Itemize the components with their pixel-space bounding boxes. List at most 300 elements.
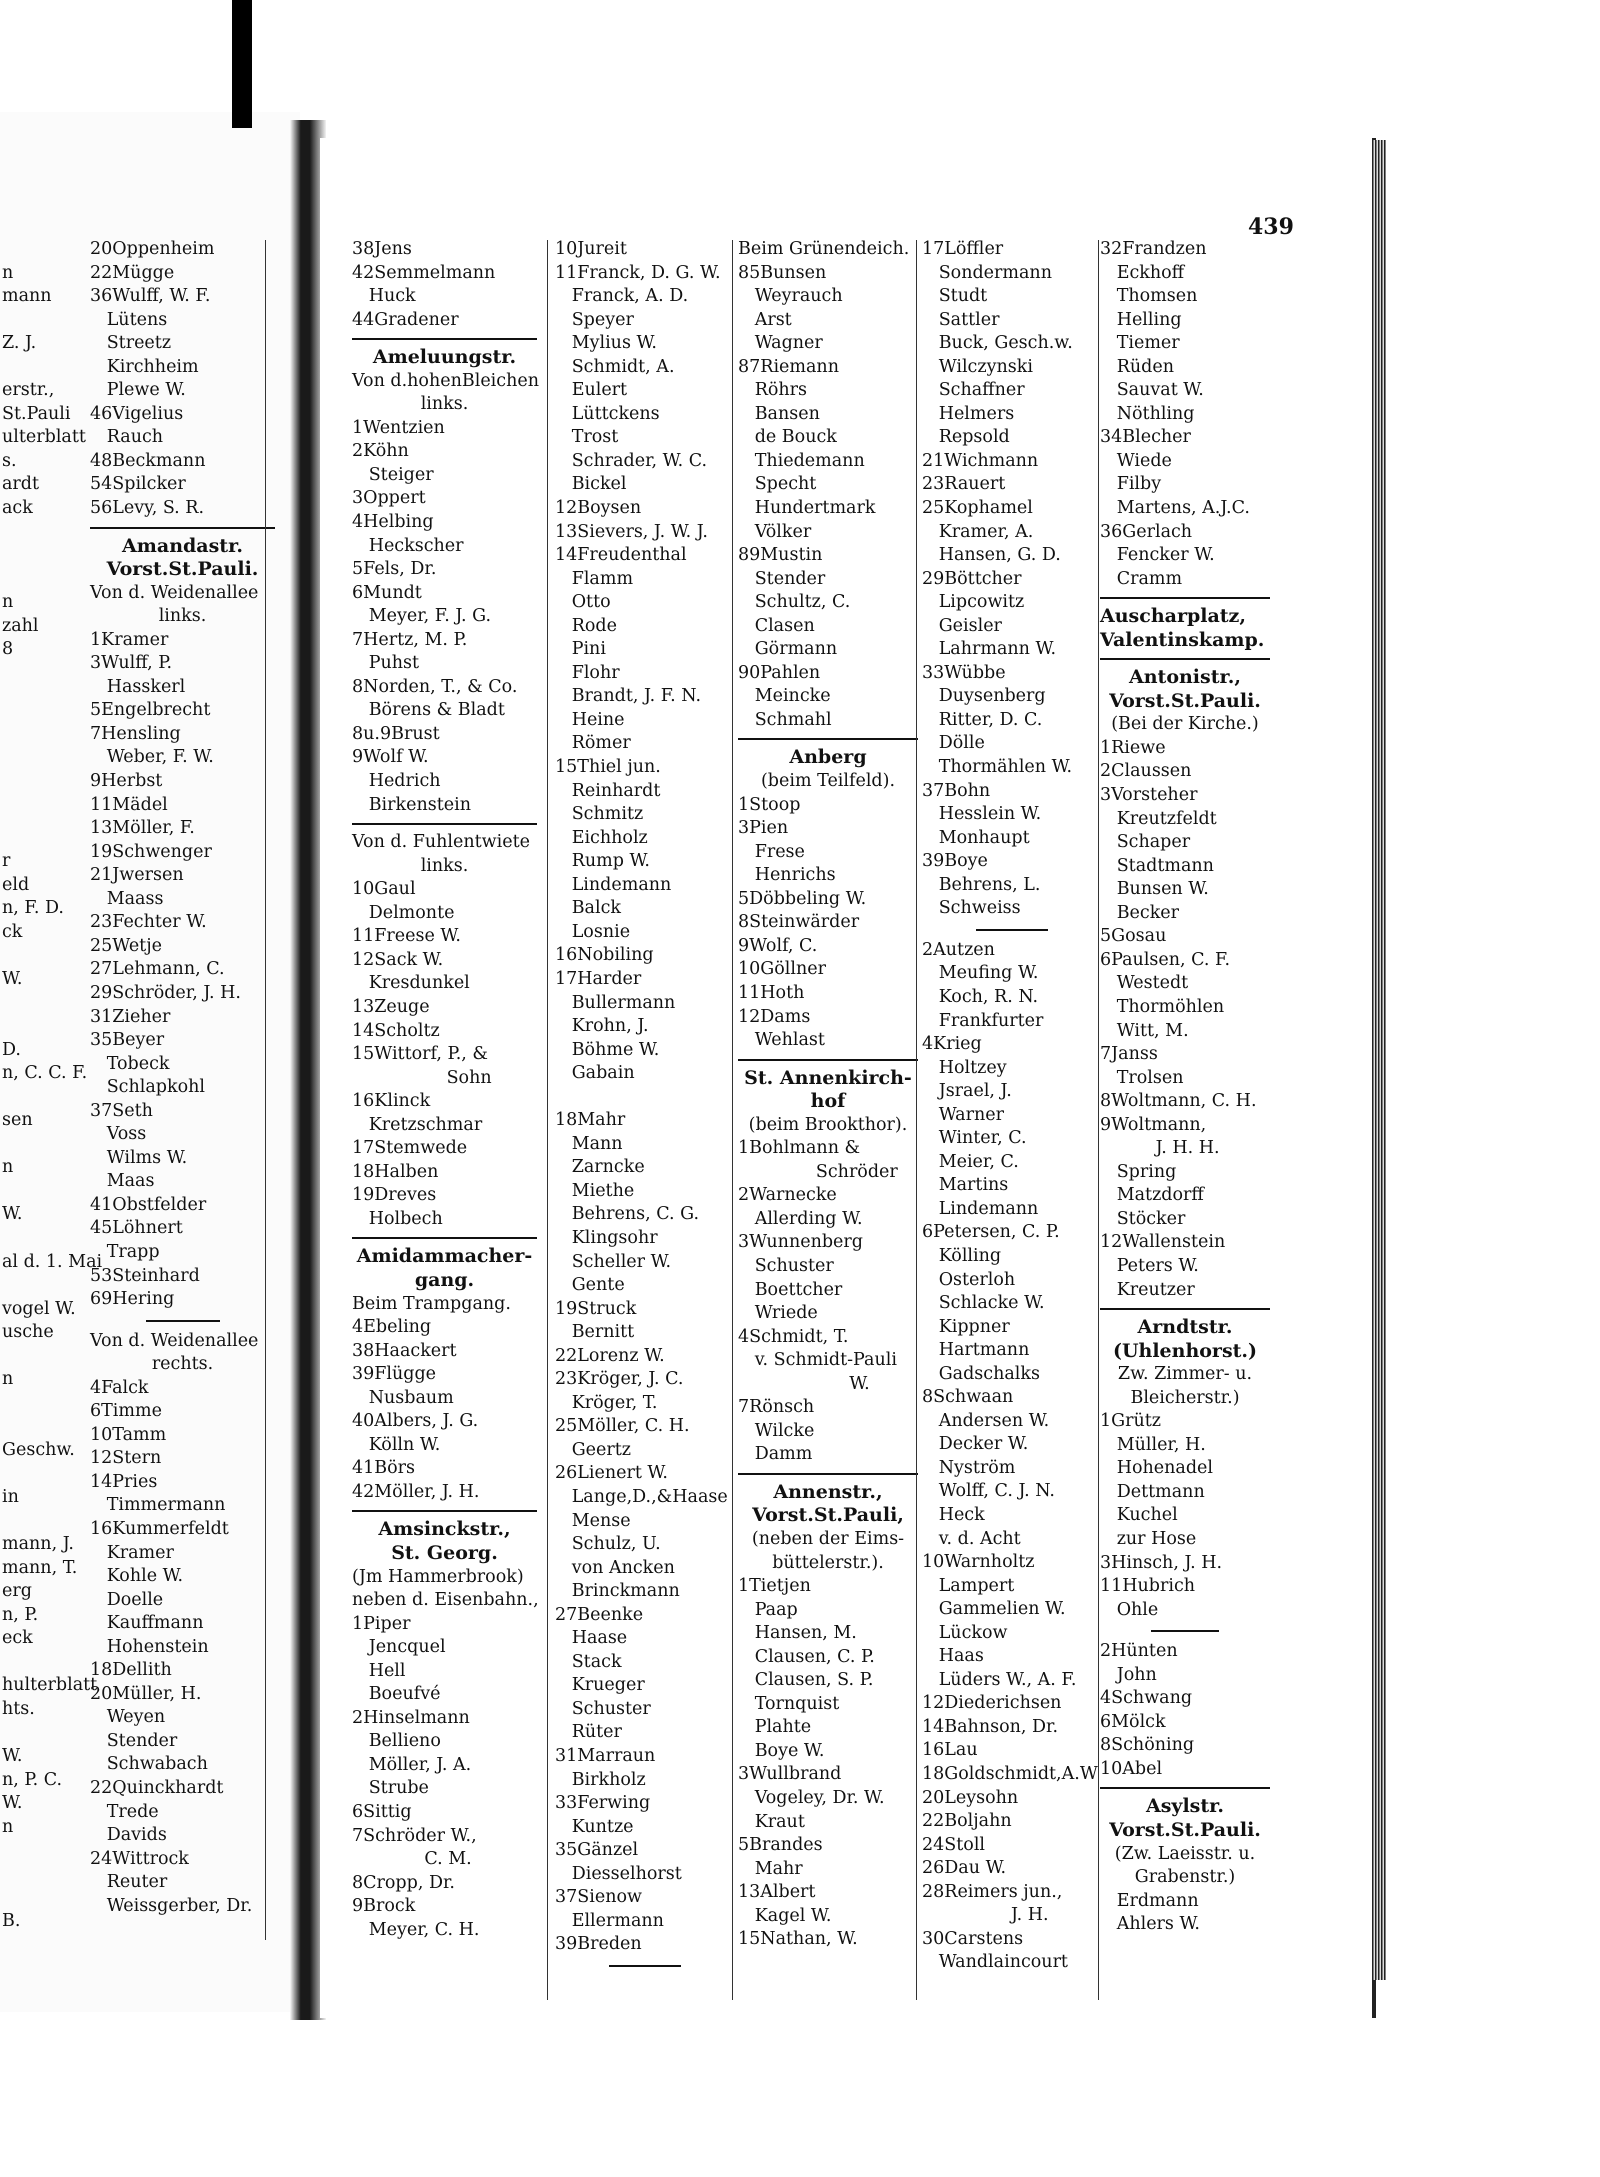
directory-entry: Meufing W. [922, 963, 1039, 984]
section-rule [1100, 1308, 1270, 1310]
directory-entry: 13Zeuge [352, 996, 430, 1017]
directory-entry: 2Warnecke [738, 1185, 837, 1206]
directory-entry: Clausen, S. P. [738, 1670, 874, 1691]
directory-entry: 30Carstens [922, 1928, 1024, 1949]
directory-entry: 25Kophamel [922, 498, 1033, 519]
directory-entry: Kuntze [555, 1816, 634, 1837]
directory-entry: Lindemann [922, 1198, 1039, 1219]
directory-entry: Koch, R. N. [922, 986, 1039, 1007]
directory-entry: 1Bohlmann & [738, 1138, 861, 1159]
directory-entry: 22Boljahn [922, 1811, 1012, 1832]
directory-entry: Hell [352, 1660, 406, 1681]
directory-entry: 9Brock [352, 1896, 416, 1917]
directory-entry: Behrens, C. G. [555, 1204, 700, 1225]
directory-entry: 16Nobiling [555, 945, 654, 966]
directory-entry: Schuster [738, 1255, 834, 1276]
column-divider [916, 240, 917, 2000]
directory-entry: 4Schmidt, T. [738, 1326, 849, 1347]
street-heading: Arndtstr. [1137, 1316, 1233, 1339]
directory-entry: Kirchheim [90, 356, 199, 377]
directory-entry: Kramer [90, 1542, 174, 1563]
left-page-line: sen [2, 1110, 33, 1131]
left-page-line: mann [2, 286, 52, 307]
directory-entry: Bickel [555, 474, 627, 495]
directory-entry: Lipcowitz [922, 592, 1025, 613]
directory-entry: Wriede [738, 1303, 818, 1324]
directory-entry: 15Wittorf, P., & [352, 1044, 488, 1065]
directory-entry: 5Fels, Dr. [352, 559, 437, 580]
bookmark-ribbon [232, 0, 252, 128]
directory-entry: Spring [1100, 1161, 1177, 1182]
directory-entry: 12Dams [738, 1006, 811, 1027]
directory-entry: links. [158, 606, 207, 627]
directory-entry: 4Falck [90, 1377, 149, 1398]
directory-entry: Schmitz [555, 804, 644, 825]
directory-entry: Mylius W. [555, 333, 657, 354]
directory-entry: 18Mahr [555, 1110, 626, 1131]
directory-entry: Kagel W. [738, 1905, 832, 1926]
directory-entry [555, 1086, 735, 1110]
directory-entry: Von d. Fuhlentwiete [352, 832, 530, 853]
directory-entry: Kresdunkel [352, 973, 470, 994]
directory-entry: Puhst [352, 653, 420, 674]
directory-entry: Wandlaincourt [922, 1952, 1068, 1973]
directory-entry: Schrader, W. C. [555, 450, 708, 471]
directory-entry: Stack [555, 1651, 622, 1672]
column-1 [90, 238, 275, 1918]
directory-entry: Zw. Zimmer- u. [1117, 1364, 1253, 1385]
directory-entry: Rüter [555, 1722, 622, 1743]
directory-entry: 9Woltmann, [1100, 1114, 1207, 1135]
directory-entry: Tiemer [1100, 333, 1180, 354]
directory-entry: 21Wichmann [922, 450, 1039, 471]
directory-entry: 54Spilcker [90, 474, 186, 495]
directory-entry: 10Tamm [90, 1424, 167, 1445]
street-heading: (Uhlenhorst.) [1112, 1339, 1258, 1362]
directory-entry: 22Quinckhardt [90, 1778, 224, 1798]
directory-entry: 19Dreves [352, 1185, 437, 1206]
directory-entry: 90Pahlen [738, 662, 821, 683]
directory-entry: Birkenstein [352, 794, 471, 815]
directory-entry: Heck [922, 1504, 985, 1525]
directory-entry: 8Woltmann, C. H. [1100, 1091, 1257, 1112]
left-page-line [2, 827, 102, 851]
directory-entry: Flohr [555, 662, 620, 683]
directory-entry: Henrichs [738, 865, 836, 886]
directory-entry: 33Wübbe [922, 662, 1006, 683]
directory-entry: Damm [738, 1444, 813, 1465]
directory-entry: 10Gaul [352, 879, 416, 900]
directory-entry: Schröder [738, 1161, 898, 1182]
directory-entry: 18Goldschmidt,A.W [922, 1764, 1098, 1784]
directory-entry: Rauch [90, 427, 164, 448]
directory-entry: 31Marraun [555, 1746, 656, 1766]
directory-entry: Hartmann [922, 1340, 1030, 1361]
directory-entry: Rump W. [555, 851, 650, 872]
directory-entry: (Zw. Laeisstr. u. [1114, 1843, 1256, 1864]
directory-entry: 39Breden [555, 1934, 642, 1955]
left-page-line [2, 1863, 102, 1887]
directory-entry: 36Wulff, W. F. [90, 286, 211, 307]
directory-entry: Bullermann [555, 992, 676, 1013]
directory-entry: 8Cropp, Dr. [352, 1872, 455, 1893]
directory-entry: Weyen [90, 1707, 166, 1728]
directory-entry: links. [420, 855, 469, 876]
directory-entry: Holbech [352, 1208, 443, 1229]
street-heading: Vorst.St.Pauli. [1109, 689, 1261, 712]
directory-entry: Andersen W. [922, 1410, 1050, 1431]
directory-entry: Beim Trampgang. [352, 1293, 511, 1314]
left-page-line [2, 709, 102, 733]
section-rule [352, 823, 537, 825]
column-3 [555, 238, 735, 1975]
directory-entry: 29Böttcher [922, 568, 1022, 589]
directory-entry: 41Obstfelder [90, 1194, 207, 1215]
directory-entry: büttelerstr.). [772, 1552, 884, 1573]
directory-entry: 10Warnholtz [922, 1552, 1035, 1573]
directory-entry: Paap [738, 1599, 798, 1620]
left-page-line: hts. [2, 1698, 35, 1719]
directory-entry: Frankfurter [922, 1010, 1044, 1031]
directory-entry: Plewe W. [90, 380, 186, 401]
column-4 [738, 238, 918, 1952]
directory-entry: Martins [922, 1175, 1009, 1196]
section-rule [1100, 1787, 1270, 1789]
directory-entry: 3Oppert [352, 488, 426, 509]
directory-entry: Boettcher [738, 1279, 843, 1300]
left-page-line: n [2, 1157, 14, 1178]
directory-entry: Matzdorff [1100, 1185, 1204, 1206]
directory-entry: 10Abel [1100, 1758, 1163, 1779]
directory-entry: Wilczynski [922, 356, 1033, 377]
directory-entry: Repsold [922, 427, 1010, 448]
directory-entry: 17Stemwede [352, 1138, 468, 1159]
directory-entry: Beim Grünendeich. [738, 239, 910, 259]
directory-entry: Kreutzer [1100, 1279, 1195, 1300]
directory-entry: 85Bunsen [738, 262, 827, 283]
directory-entry: Davids [90, 1825, 167, 1846]
directory-entry: Streetz [90, 333, 172, 354]
directory-entry: Miethe [555, 1180, 635, 1201]
directory-entry: 22Lorenz W. [555, 1345, 665, 1366]
directory-entry: Allerding W. [738, 1208, 863, 1229]
directory-entry: 8Norden, T., & Co. [352, 676, 518, 697]
directory-entry: Wehlast [738, 1030, 825, 1051]
left-page-line: ack [2, 498, 33, 519]
directory-entry: 1Grütz [1100, 1411, 1162, 1432]
directory-entry: Lampert [922, 1575, 1015, 1596]
directory-entry: Huck [352, 286, 416, 307]
left-page-line [2, 1839, 102, 1863]
left-page-line: r [2, 851, 11, 872]
directory-entry: 22Mügge [90, 262, 175, 283]
directory-entry: 9Herbst [90, 771, 163, 792]
left-page-line: W. [2, 1746, 23, 1766]
directory-entry: Hundertmark [738, 498, 876, 519]
directory-entry: Von d. Weidenallee [90, 582, 259, 603]
directory-entry: Behrens, L. [922, 874, 1041, 895]
directory-entry: 6Paulsen, C. F. [1100, 949, 1231, 970]
directory-entry: 1Tietjen [738, 1576, 811, 1597]
directory-entry: Balck [555, 898, 621, 919]
directory-entry: 25Wetje [90, 935, 162, 956]
directory-entry: J. H. H. [1100, 1138, 1220, 1159]
left-page-line: B. [2, 1910, 21, 1931]
directory-entry: 10Göllner [738, 959, 826, 980]
directory-entry: Lütens [90, 309, 168, 330]
directory-entry: Steiger [352, 464, 434, 485]
left-page-line: s. [2, 450, 17, 471]
directory-entry: Lange,D.,&Haase [555, 1486, 728, 1507]
directory-entry: 2Claussen [1100, 761, 1192, 782]
directory-entry: Kreutzfeldt [1100, 808, 1217, 829]
directory-entry: Krohn, J. [555, 1016, 649, 1037]
directory-entry: Kuchel [1100, 1505, 1178, 1526]
directory-entry: Speyer [555, 309, 634, 330]
directory-entry: Schaffner [922, 380, 1025, 401]
left-page-line: n, F. D. [2, 898, 64, 919]
directory-entry: Maass [90, 888, 164, 909]
directory-entry: Boye W. [738, 1740, 825, 1761]
directory-entry: 8Steinwärder [738, 912, 860, 933]
directory-entry: Ritter, D. C. [922, 709, 1043, 730]
directory-entry: Wolff, C. J. N. [922, 1481, 1055, 1502]
directory-entry: Boeufvé [352, 1684, 441, 1705]
directory-entry: 31Zieher [90, 1006, 171, 1027]
directory-entry: Tornquist [738, 1693, 840, 1714]
directory-entry: (beim Brookthor). [748, 1114, 908, 1135]
directory-entry: Stender [90, 1730, 178, 1751]
section-rule [352, 1237, 537, 1239]
column-6 [1100, 238, 1270, 1937]
directory-entry: Schweiss [922, 898, 1021, 919]
directory-entry: Börens & Bladt [352, 700, 505, 721]
left-page-line: n, P. [2, 1604, 39, 1625]
directory-entry: Hasskerl [90, 676, 186, 697]
left-page-line: D. [2, 1039, 21, 1060]
directory-entry: John [1100, 1664, 1157, 1685]
directory-entry: Geisler [922, 615, 1002, 636]
street-heading: Amsinckstr., [378, 1518, 511, 1541]
directory-entry: links. [420, 394, 469, 415]
section-rule [352, 338, 537, 340]
directory-entry: 11Hubrich [1100, 1576, 1196, 1597]
directory-entry: 5Brandes [738, 1835, 823, 1856]
directory-entry: Lindemann [555, 874, 672, 895]
directory-entry: Clausen, C. P. [738, 1646, 875, 1667]
left-page-line [2, 568, 102, 592]
directory-entry: Hansen, M. [738, 1623, 857, 1644]
directory-entry: 33Ferwing [555, 1793, 651, 1814]
directory-entry: de Bouck [738, 427, 837, 448]
section-rule [1100, 597, 1270, 599]
directory-entry: Wilcke [738, 1420, 815, 1441]
directory-entry: 3Hinsch, J. H. [1100, 1552, 1223, 1573]
directory-entry: Strube [352, 1778, 429, 1799]
left-page-line: W. [2, 968, 23, 989]
directory-entry: Hedrich [352, 771, 441, 792]
directory-entry: 32Frandzen [1100, 239, 1207, 259]
directory-entry: zur Hose [1100, 1528, 1197, 1549]
directory-entry: Kohle W. [90, 1566, 184, 1587]
section-rule [738, 1059, 918, 1061]
left-page-line [2, 1886, 102, 1910]
directory-entry: Trede [90, 1801, 159, 1822]
directory-entry: 13Albert [738, 1882, 816, 1903]
directory-entry: v. Schmidt-Pauli [738, 1350, 897, 1371]
left-page-line [2, 1345, 102, 1369]
directory-entry: 12Diederichsen [922, 1693, 1062, 1714]
street-heading: Vorst.St.Pauli. [106, 558, 259, 581]
directory-entry: Filby [1100, 474, 1162, 495]
directory-entry: 7Schröder W., [352, 1825, 477, 1846]
directory-entry: Jencquel [352, 1637, 446, 1658]
left-page-line: ck [2, 921, 23, 942]
left-page-line: in [2, 1486, 19, 1507]
left-page-line [2, 1227, 102, 1251]
directory-entry: Osterloh [922, 1269, 1016, 1290]
left-page-line: n [2, 262, 14, 283]
directory-entry: Schlapkohl [90, 1077, 205, 1098]
directory-entry: 6Sittig [352, 1802, 412, 1822]
directory-entry: 14Pries [90, 1471, 158, 1492]
section-rule [738, 738, 918, 740]
directory-entry: 35Gänzel [555, 1840, 639, 1861]
directory-entry: Eichholz [555, 827, 648, 848]
directory-entry: Franck, A. D. [555, 286, 689, 307]
directory-entry: 42Semmelmann [352, 262, 496, 283]
left-page-line [2, 1392, 102, 1416]
directory-entry: Römer [555, 733, 631, 754]
directory-entry: 39Flügge [352, 1364, 437, 1385]
directory-entry: Bleicherstr.) [1130, 1387, 1240, 1408]
directory-entry: Pini [555, 639, 606, 660]
directory-entry: 38Haackert [352, 1340, 457, 1361]
directory-entry: 11Hoth [738, 982, 805, 1003]
directory-entry: 41Börs [352, 1458, 416, 1479]
left-page-line: St.Pauli [2, 403, 71, 424]
directory-entry: Krueger [555, 1675, 645, 1696]
directory-entry: v. d. Acht [922, 1528, 1021, 1549]
directory-entry: Meyer, C. H. [352, 1919, 480, 1940]
directory-entry: Eulert [555, 380, 628, 401]
directory-entry: 17Löffler [922, 239, 1004, 259]
directory-entry: Zarncke [555, 1157, 645, 1178]
directory-entry: Lüders W., A. F. [922, 1669, 1077, 1690]
directory-entry: Helmers [922, 403, 1015, 424]
column-divider [1098, 240, 1099, 2000]
street-heading: hof [810, 1090, 846, 1113]
directory-entry: 40Albers, J. G. [352, 1411, 479, 1432]
directory-entry: 15Nathan, W. [738, 1929, 858, 1950]
directory-entry: Geertz [555, 1439, 631, 1460]
left-page-line [2, 1133, 102, 1157]
directory-entry: Losnie [555, 921, 631, 942]
left-page-line [2, 1274, 102, 1298]
directory-entry: 11Freese W. [352, 926, 461, 947]
left-page-line [2, 1086, 102, 1110]
directory-entry: Schmidt, A. [555, 356, 675, 377]
directory-entry: Dölle [922, 733, 985, 754]
directory-entry: 20Leysohn [922, 1787, 1019, 1808]
directory-entry: Delmonte [352, 902, 455, 923]
directory-entry: 3Pien [738, 818, 789, 839]
directory-entry: Trapp [90, 1241, 160, 1262]
directory-entry: 37Sienow [555, 1887, 642, 1908]
street-heading: Anberg [789, 746, 867, 769]
directory-entry: Schaper [1100, 832, 1191, 853]
left-page-line: al d. 1. Mai [2, 1251, 103, 1272]
directory-entry: 27Beenke [555, 1604, 644, 1625]
directory-entry: Weissgerber, Dr. [90, 1895, 253, 1916]
directory-entry: Cramm [1100, 568, 1183, 589]
directory-entry: Birkholz [555, 1769, 646, 1790]
directory-entry: 19Struck [555, 1298, 637, 1319]
directory-entry: Nöthling [1100, 403, 1195, 424]
directory-entry: 2Autzen [922, 939, 995, 960]
street-heading: St. Georg. [391, 1541, 498, 1564]
directory-entry: 18Halben [352, 1161, 439, 1182]
left-page-line [2, 309, 102, 333]
directory-entry: 9Wolf, C. [738, 935, 818, 956]
street-heading: Amandastr. [122, 534, 243, 557]
directory-entry: Nusbaum [352, 1387, 454, 1408]
directory-entry: Schwabach [90, 1754, 208, 1775]
directory-entry: 23Kröger, J. C. [555, 1369, 684, 1390]
directory-entry: 3Vorsteher [1100, 785, 1198, 806]
directory-entry: Jsrael, J. [922, 1081, 1012, 1102]
directory-entry: Müller, H. [1100, 1434, 1206, 1455]
directory-entry: Becker [1100, 902, 1180, 923]
directory-entry: Thormöhlen [1100, 996, 1225, 1017]
left-page-line [2, 521, 102, 545]
directory-entry: Völker [738, 521, 812, 542]
directory-entry: 5Döbbeling W. [738, 888, 867, 909]
directory-entry: Stadtmann [1100, 855, 1214, 876]
directory-entry: Haase [555, 1628, 628, 1649]
directory-entry: Weber, F. W. [90, 747, 214, 768]
directory-entry: 1Piper [352, 1613, 411, 1634]
directory-entry: 27Lehmann, C. [90, 959, 225, 980]
directory-entry: Kölling [922, 1245, 1002, 1266]
directory-entry: 14Bahnson, Dr. [922, 1716, 1059, 1737]
directory-entry: Dettmann [1100, 1481, 1205, 1502]
section-rule [146, 1320, 220, 1322]
column-divider [547, 240, 548, 2000]
directory-entry: Haas [922, 1646, 984, 1667]
left-page-line: eck [2, 1628, 33, 1649]
directory-entry: 2Köhn [352, 441, 409, 462]
left-page-line: vogel W. [2, 1298, 76, 1319]
directory-entry: Hansen, G. D. [922, 545, 1061, 566]
left-page-line: Z. J. [2, 333, 37, 354]
left-page-line [2, 944, 102, 968]
street-heading: Valentinskamp. [1100, 628, 1265, 651]
directory-entry: 38Jens [352, 239, 412, 259]
directory-entry: Decker W. [922, 1434, 1029, 1455]
left-page-line: ulterblatt [2, 427, 86, 448]
directory-entry: 3Wulff, P. [90, 653, 173, 674]
directory-entry: 2Hünten [1100, 1641, 1178, 1662]
left-page-line: erg [2, 1581, 32, 1602]
directory-entry: Timmermann [90, 1495, 226, 1516]
directory-entry: Schlacke W. [922, 1293, 1045, 1314]
left-page-line: 8 [2, 639, 14, 660]
directory-entry: 89Mustin [738, 545, 823, 566]
directory-entry: 34Blecher [1100, 427, 1191, 448]
left-page-line: n [2, 592, 14, 613]
directory-entry: Wiede [1100, 450, 1172, 471]
